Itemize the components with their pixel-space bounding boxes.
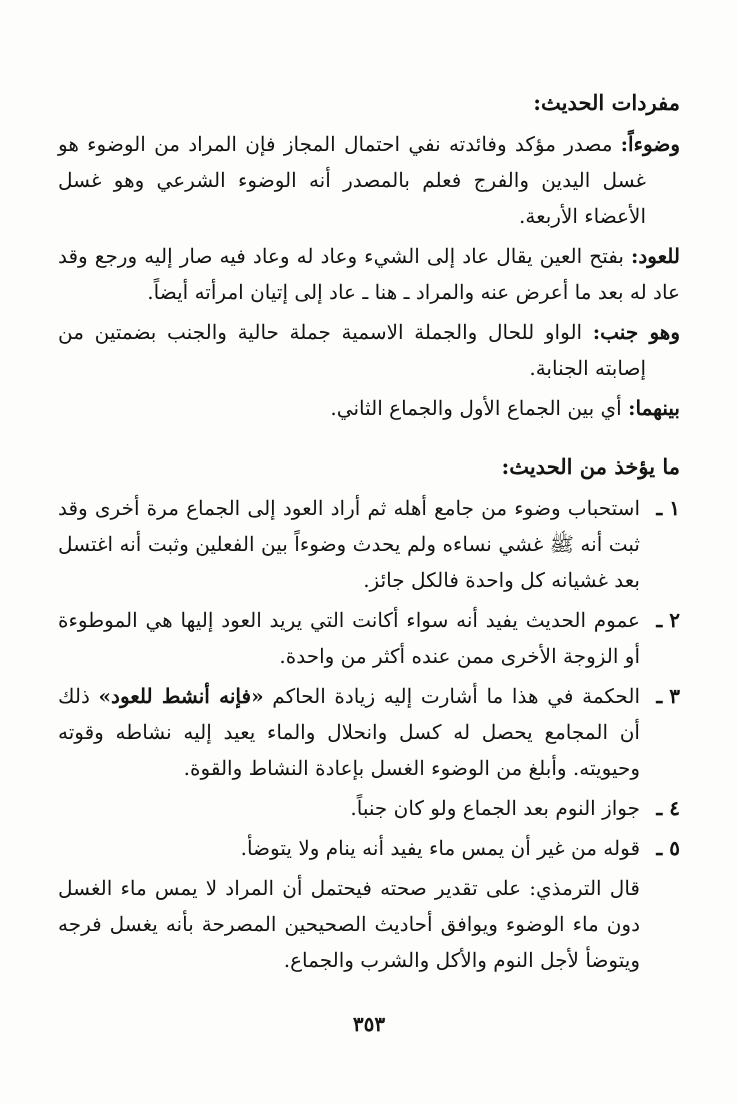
vocab-definition: بفتح العين يقال عاد إلى الشيء وعاد له وعاد فيه صار إليه ورجع وقد عاد له بعد ما أعرض عنه والمراد ـ هنا ـ عاد إلى إتيان امرأته أيضاً. [58, 244, 680, 304]
lesson-point [58, 790, 680, 826]
vocab-entry [58, 126, 680, 234]
lesson-point [58, 678, 680, 786]
tirmidhi-note: قال الترمذي: على تقدير صحته فيحتمل أن المراد لا يمس ماء الغسل دون ماء الوضوء ويوافق أحاديث الصحيحين المصرحة بأنه يغسل فرجه ويتوضأ لأجل النوم والأكل والشرب والجماع. [58, 876, 640, 972]
vocab-entry [58, 238, 680, 310]
vocab-term: وضوءاً: [620, 132, 680, 156]
vocab-definition: الواو للحال والجملة الاسمية جملة حالية والجنب بضمتين من إصابته الجنابة. [58, 320, 646, 380]
lesson-point [58, 830, 680, 866]
vocab-entry [58, 314, 680, 386]
lesson-number: ٥ ـ [656, 836, 680, 860]
lesson-number: ١ ـ [656, 496, 680, 520]
lesson-point [58, 490, 680, 598]
vocab-term: وهو جنب: [592, 320, 680, 344]
lesson-text: عموم الحديث يفيد أنه سواء أكانت التي يريد العود إليها هي الموطوءة أو الزوجة الأخرى ممن عنده أكثر من واحدة. [58, 608, 640, 668]
lesson-text-continued: ذلك أن المجامع يحصل له كسل وانحلال والماء يعيد إليه نشاطه وقوته وحيويته. وأبلغ من الوضوء الغسل بإعادة النشاط والقوة. [58, 684, 640, 780]
lesson-number: ٣ ـ [656, 684, 680, 708]
page-number: ٣٥٣ [352, 1012, 386, 1036]
vocab-heading: مفردات الحديث: [533, 90, 680, 115]
page-content [58, 88, 680, 978]
lesson-number: ٢ ـ [656, 608, 680, 632]
lesson-point [58, 602, 680, 674]
lessons-heading: ما يؤخذ من الحديث: [501, 454, 680, 479]
hadith-quote: «فإنه أنشط للعود» [98, 684, 264, 708]
lesson-number: ٤ ـ [656, 796, 680, 820]
lesson-text: قوله من غير أن يمس ماء يفيد أنه ينام ولا يتوضأ. [240, 836, 640, 860]
vocab-term: للعود: [631, 244, 680, 268]
vocab-term: بينهما: [628, 396, 680, 420]
vocab-definition: أي بين الجماع الأول والجماع الثاني. [330, 396, 629, 420]
lesson-text: استحباب وضوء من جامع أهله ثم أراد العود إلى الجماع مرة أخرى وقد ثبت أنه ﷺ غشي نساءه ولم يحدث وضوءاً بين الفعلين وثبت أنه اغتسل بعد غشيانه كل واحدة فالكل جائز. [58, 496, 640, 592]
vocab-definition: مصدر مؤكد وفائدته نفي احتمال المجاز فإن المراد من الوضوء هو غسل اليدين والفرج فعلم بالمصدر أنه الوضوء الشرعي وهو غسل الأعضاء الأربعة. [58, 132, 646, 228]
lesson-text: جواز النوم بعد الجماع ولو كان جنباً. [350, 796, 640, 820]
vocab-entry [58, 390, 680, 426]
lesson-text: الحكمة في هذا ما أشارت إليه زيادة الحاكم [263, 684, 640, 708]
